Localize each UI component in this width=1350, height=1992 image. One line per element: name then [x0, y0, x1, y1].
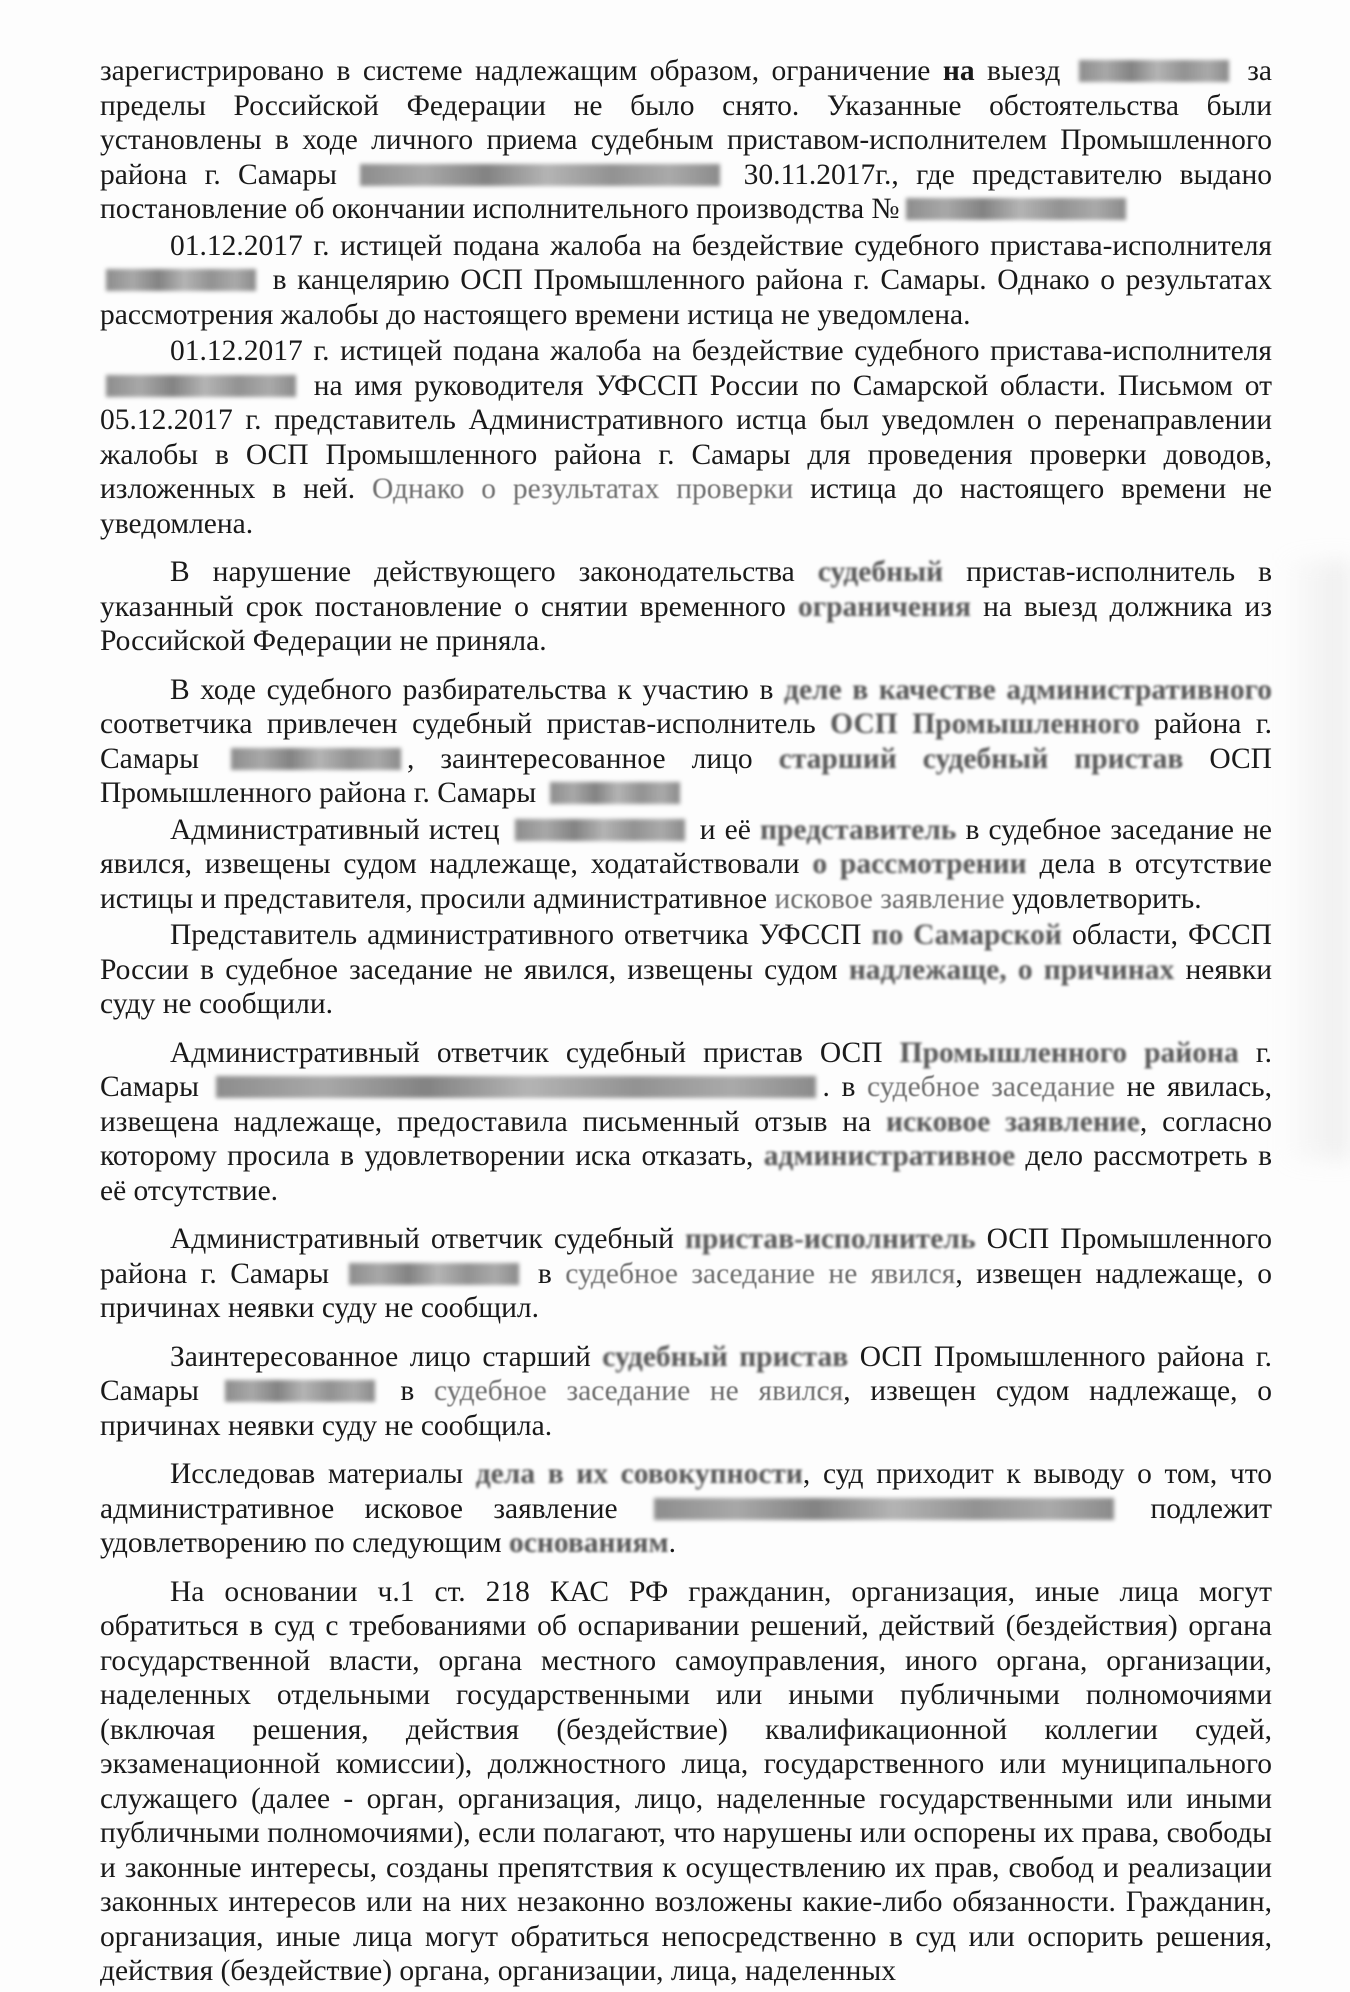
text-segment: Административный ответчик судебный пристав ОСП [170, 1036, 900, 1069]
text-segment: на [942, 55, 975, 87]
text-segment: , заинтересованное лицо [406, 742, 779, 775]
text-segment: ОСП Промышленного района г. Самары [100, 1223, 1272, 1290]
text-segment: и её [690, 813, 760, 846]
paragraph-p7 [100, 918, 1272, 1022]
text-segment: пристав-исполнитель [684, 1223, 976, 1255]
text-segment: ОСП Промышленного [830, 708, 1140, 740]
text-segment: судебное заседание не явился [434, 1375, 844, 1407]
text-segment: не явилась, извещена надлежаще, предоставила письменный отзыв на [100, 1071, 1273, 1138]
text-segment: административное [763, 1140, 1016, 1172]
redacted-text [1079, 60, 1229, 82]
text-segment: в [380, 1375, 435, 1407]
text-segment: Административный ответчик судебный [170, 1223, 685, 1255]
paragraph-p2 [100, 229, 1272, 333]
paragraph-p6 [100, 813, 1272, 917]
redacted-text [225, 1380, 375, 1402]
text-segment: дела в их совокупности [475, 1458, 803, 1490]
text-segment: 01.12.2017 г. истицей подана жалоба на бездействие судебного пристава-исполнителя [170, 335, 1272, 367]
text-segment: ограничения [798, 590, 971, 623]
redacted-text [515, 819, 685, 841]
text-segment: неявки суду не сообщили. [100, 953, 1272, 1020]
redacted-text [231, 748, 401, 770]
paragraph-p12 [100, 1575, 1272, 1989]
text-segment: на имя руководителя УФССП России по Самарской области. Письмом от 05.12.2017 г. представитель Административного истца был уведомлен о перенаправлении жалобы в ОСП Промышленного района г. Самары для проведения проверки доводов, изложенных в ней. [100, 369, 1272, 505]
paragraph-p8 [100, 1036, 1272, 1209]
paragraph-p10 [100, 1340, 1272, 1444]
text-segment: ОСП Промышленного района г. Самары [100, 1340, 1272, 1407]
text-segment: соответчика привлечен судебный пристав-исполнитель [100, 708, 831, 740]
text-segment: в канцелярию ОСП Промышленного района г. Самары. Однако о результатах рассмотрения жалобы до настоящего времени истица не уведомлена. [100, 264, 1272, 331]
text-segment: , согласно которому просила в удовлетворении иска отказать, [100, 1105, 1272, 1172]
redacted-text [550, 782, 680, 804]
text-segment: удовлетворить. [1004, 882, 1202, 915]
text-segment: района г. Самары [100, 708, 1272, 775]
text-segment: представитель [759, 813, 957, 846]
text-segment: судебный [817, 556, 944, 588]
text-segment: за пределы Российской Федерации не было снято. Указанные обстоятельства были установлены в ходе личного приема судебным приставом-исполнителем Промышленного района г. Самары [100, 55, 1272, 191]
redacted-text [106, 269, 256, 291]
text-segment: В нарушение действующего законодательства [170, 556, 818, 588]
text-segment: В ходе судебного разбирательства к участию в [170, 673, 785, 706]
paragraph-p9 [100, 1222, 1272, 1326]
text-segment: На основании ч.1 ст. 218 КАС РФ гражданин, организация, иные лица могут обратиться в суд с требованиями об оспаривании решений, действий (бездействия) органа государственной власти, органа местного самоуправления, иного органа, организации, наделенных отдельными государственными или иными публичными полномочиями (включая решения, действия (бездействие) квалификационной коллегии судей, экзаменационной комиссии), должностного лица, государственного или муниципального служащего (далее - орган, организация, лицо, наделенные государственными или иными публичными полномочиями), если полагают, что нарушены или оспорены их права, свободы и законные интересы, созданы препятствия к осуществлению их прав, свобод и реализации законных интересов или на них незаконно возложены какие-либо обязанности. Гражданин, организация, иные лица могут обратиться непосредственно в суд или оспорить решения, действия (бездействие) органа, организации, лица, наделенных [100, 1575, 1272, 1987]
text-segment: . [668, 1527, 676, 1559]
text-segment: , извещен судом надлежаще, о причинах неявки суду не сообщила. [100, 1375, 1272, 1442]
document-body [100, 54, 1272, 1989]
text-segment: исковое заявление [885, 1105, 1140, 1138]
text-segment: на выезд должника из Российской Федерации не приняла. [100, 590, 1272, 657]
redacted-text [360, 164, 720, 186]
text-segment: ОСП Промышленного района г. Самары [100, 742, 1272, 809]
text-segment: старший судебный пристав [778, 742, 1184, 775]
text-segment: деле в качестве административного [784, 673, 1272, 706]
text-segment: по Самарской [871, 919, 1062, 951]
text-segment: Заинтересованное лицо старший [170, 1340, 603, 1373]
text-segment: дела в отсутствие истицы и представителя, просили административное [100, 848, 1272, 915]
text-segment: 01.12.2017 г. истицей подана жалоба на бездействие судебного пристава-исполнителя [170, 229, 1272, 262]
text-segment: , суд приходит к выводу о том, что административное исковое заявление [100, 1458, 1272, 1525]
redacted-text [349, 1263, 519, 1285]
text-segment: в судебное заседание не явился, извещены судом надлежаще, ходатайствовали [100, 813, 1272, 880]
text-segment: г. Самары [100, 1036, 1272, 1103]
text-segment: 30.11.2017г., где представителю выдано постановление об окончании исполнительного производства № [100, 158, 1273, 225]
text-segment: области, ФССП России в судебное заседание не явился, извещены судом [100, 919, 1272, 986]
text-segment: судебное заседание [866, 1071, 1115, 1103]
text-segment: Исследовав материалы [170, 1458, 476, 1490]
paragraph-p1 [100, 54, 1272, 227]
text-segment: исковое заявление [774, 882, 1005, 915]
paragraph-p11 [100, 1457, 1272, 1561]
text-segment: о рассмотрении [812, 848, 1027, 880]
text-segment: Промышленного района [899, 1036, 1239, 1069]
text-segment: основаниям [508, 1527, 669, 1559]
redacted-text [216, 1076, 816, 1098]
scan-shadow [1280, 560, 1350, 1160]
text-segment: судебный пристав [602, 1340, 849, 1373]
text-segment: Представитель административного ответчика УФССП [170, 919, 872, 951]
text-segment: . в [822, 1071, 867, 1103]
text-segment: дело рассмотреть в её отсутствие. [100, 1140, 1272, 1207]
paragraph-p3 [100, 334, 1272, 541]
text-segment: надлежаще, о причинах [848, 953, 1175, 986]
paragraph-p4 [100, 555, 1272, 659]
redacted-text [654, 1498, 1114, 1520]
text-segment: Однако о результатах проверки [372, 473, 794, 505]
text-segment: в [524, 1257, 566, 1290]
paragraph-p5 [100, 673, 1272, 811]
text-segment: выезд [974, 55, 1073, 87]
redacted-text [906, 198, 1126, 220]
text-segment: подлежит удовлетворению по следующим [100, 1492, 1273, 1559]
redacted-text [106, 375, 296, 397]
text-segment: истица до настоящего времени не уведомлена. [100, 473, 1272, 540]
text-segment: зарегистрировано в системе надлежащим образом, ограничение [100, 55, 943, 87]
text-segment: пристав-исполнитель в указанный срок постановление о снятии временного [100, 556, 1272, 623]
text-segment: судебное заседание не явился [565, 1257, 956, 1290]
text-segment: Административный истец [170, 813, 509, 846]
text-segment: , извещен надлежаще, о причинах неявки суду не сообщил. [100, 1257, 1272, 1324]
